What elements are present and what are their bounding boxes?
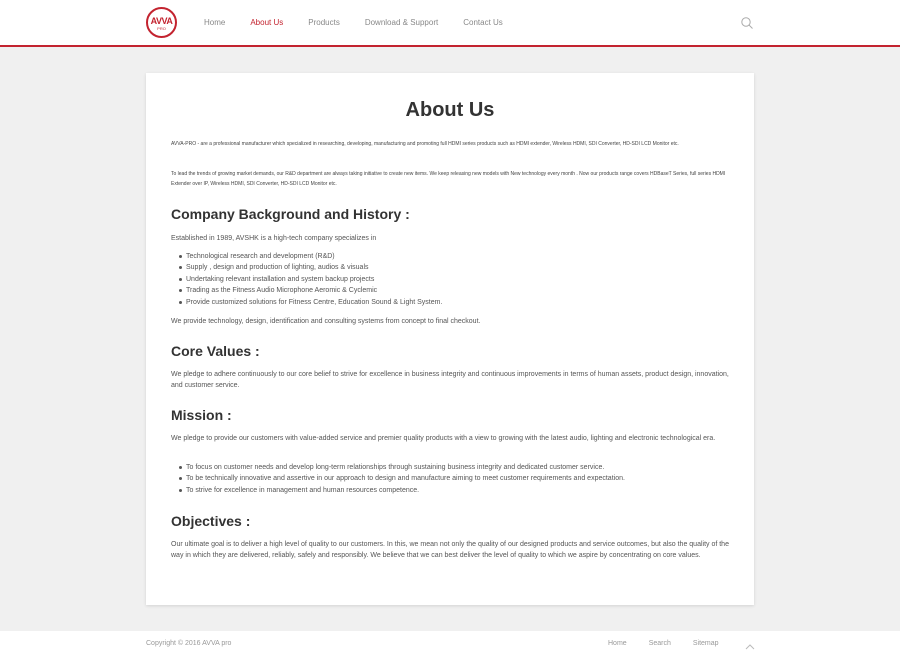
search-button[interactable] [740,16,754,30]
background-intro: Established in 1989, AVSHK is a high-tech company specializes in [171,235,377,242]
logo-subtext: PRO [157,26,166,31]
site-header [0,0,900,47]
background-closing: We provide technology, design, identification and consulting systems from concept to final checkout. [171,318,481,325]
intro-paragraph-2: To lead the trends of growing market demands, our R&D department are always taking initiative to create new items. We keep releasing new models with New technology every month . Now our products range covers HDBaseT Series, full series HDMI Extender over IP, Wireless HDMI, SDI Converter, HD-SDI LCD Monitor etc. [171,171,726,187]
intro-paragraph-1: AVVA-PRO - are a professional manufacturer which specialized in researching, developing, manufacturing and promoting full HDMI series products such as HDMI extender, Wireless HDMI, SDI Converter, HD-SDI LCD Monitor etc. [171,141,679,147]
list-item: Provide customized solutions for Fitness Centre, Education Sound & Light System. [171,297,729,308]
back-to-top-button[interactable] [744,639,756,649]
nav-about-us[interactable]: About Us [250,18,284,27]
nav-contact-us[interactable]: Contact Us [463,18,503,27]
content-card [146,73,754,605]
list-item: Trading as the Fitness Audio Microphone Aeromic & Cyclemic [171,285,729,296]
mission-text: We pledge to provide our customers with value-added service and premier quality products with a view to growing with the latest audio, lighting and electronic technological era. [171,435,716,442]
footer-link-sitemap[interactable]: Sitemap [692,640,719,647]
page-title: About Us [405,99,495,121]
background-list [171,251,729,308]
footer-link-search[interactable]: Search [648,640,671,647]
logo-text: AVVA [150,16,173,26]
footer-link-home[interactable]: Home [608,640,627,647]
brand-logo[interactable] [146,7,177,38]
mission-heading: Mission : [171,407,232,423]
list-item: To strive for excellence in management and human resources competence. [171,485,729,496]
list-item: To be technically innovative and assertive in our approach to design and manufacture aiming to meet customer requirements and expectation. [171,473,729,484]
core-values-heading: Core Values : [171,343,260,359]
list-item: Supply , design and production of lighting, audios & visuals [171,262,729,273]
objectives-text: Our ultimate goal is to deliver a high level of quality to our customers. In this, we mean not only the quality of our designed products and service outcomes, but also the quality of the way in which they are delivered, reliably, safely and responsibly. We believe that we can best deliver the level of quality to which we aspire by concentrating on core values. [171,541,729,559]
site-footer [0,631,900,657]
nav-home[interactable]: Home [204,18,226,27]
list-item: To focus on customer needs and develop long-term relationships through sustaining business integrity and dedicated customer service. [171,462,729,473]
objectives-heading: Objectives : [171,513,251,529]
copyright: Copyright © 2016 AVVA pro [146,640,232,647]
search-icon [740,16,754,30]
core-values-text: We pledge to adhere continuously to our core belief to strive for excellence in business integrity and continuous improvements in terms of human assets, product design, innovation, and customer service. [171,371,729,389]
list-item: Undertaking relevant installation and system backup projects [171,274,729,285]
list-item: Technological research and development (R&D) [171,251,729,262]
chevron-up-icon [744,642,756,652]
nav-products[interactable]: Products [308,18,340,27]
nav-download-support[interactable]: Download & Support [364,18,439,27]
main-nav [204,18,528,27]
background-heading: Company Background and History : [171,206,410,222]
mission-list [171,462,729,496]
footer-links [608,640,741,647]
